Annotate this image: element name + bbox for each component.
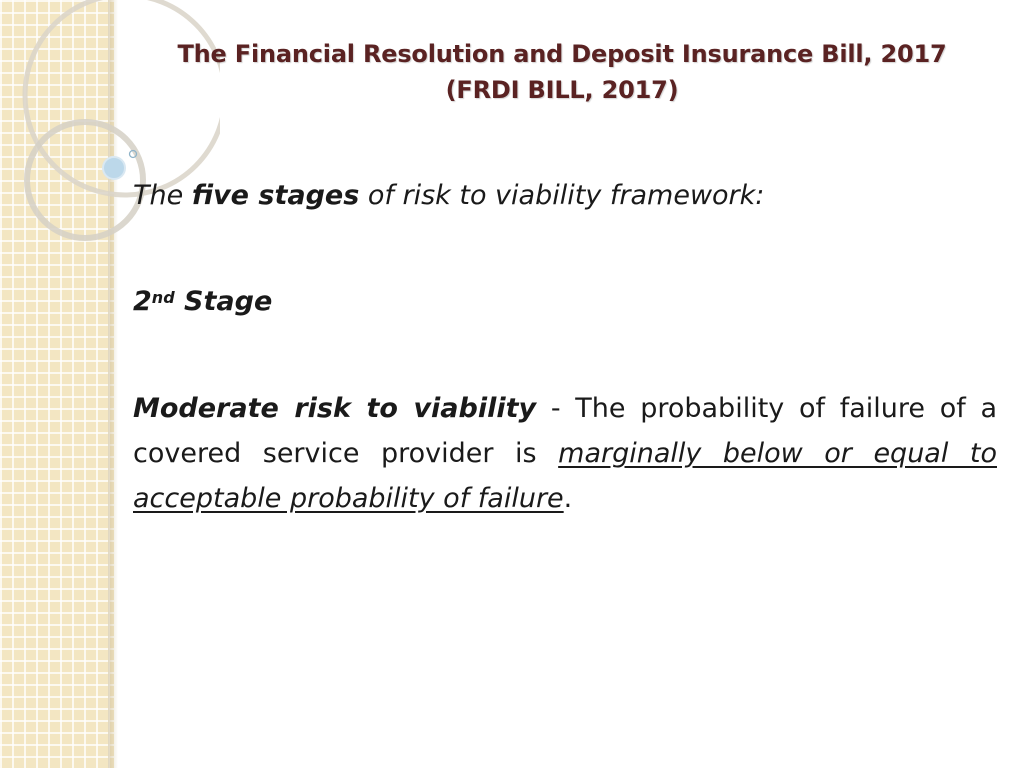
title-line-1: The Financial Resolution and Deposit Insurance Bill, 2017 <box>177 40 947 68</box>
definition-connector: - The probability of failure of a covered service provider is <box>133 393 997 469</box>
stage-label: Stage <box>174 286 273 317</box>
slide-title <box>130 36 994 108</box>
stage-ordinal-suffix: nd <box>151 288 175 307</box>
definition-end: . <box>563 483 573 514</box>
intro-emphasis: five stages <box>191 180 360 211</box>
slide-body <box>133 174 997 521</box>
title-line-2: (FRDI BILL, 2017) <box>445 76 679 104</box>
blue-dot <box>103 157 125 179</box>
stage-number: 2 <box>133 286 152 317</box>
definition-term: Moderate risk to viability <box>133 393 537 424</box>
intro-line <box>133 174 997 218</box>
intro-text-1: The <box>133 180 192 211</box>
definition-paragraph <box>133 386 997 521</box>
intro-text-2: of risk to viability framework: <box>359 180 765 211</box>
small-decorative-ring <box>27 122 143 238</box>
definition-underlined: marginally below or equal to acceptable probability of failure <box>133 438 997 514</box>
stage-heading <box>133 280 997 324</box>
